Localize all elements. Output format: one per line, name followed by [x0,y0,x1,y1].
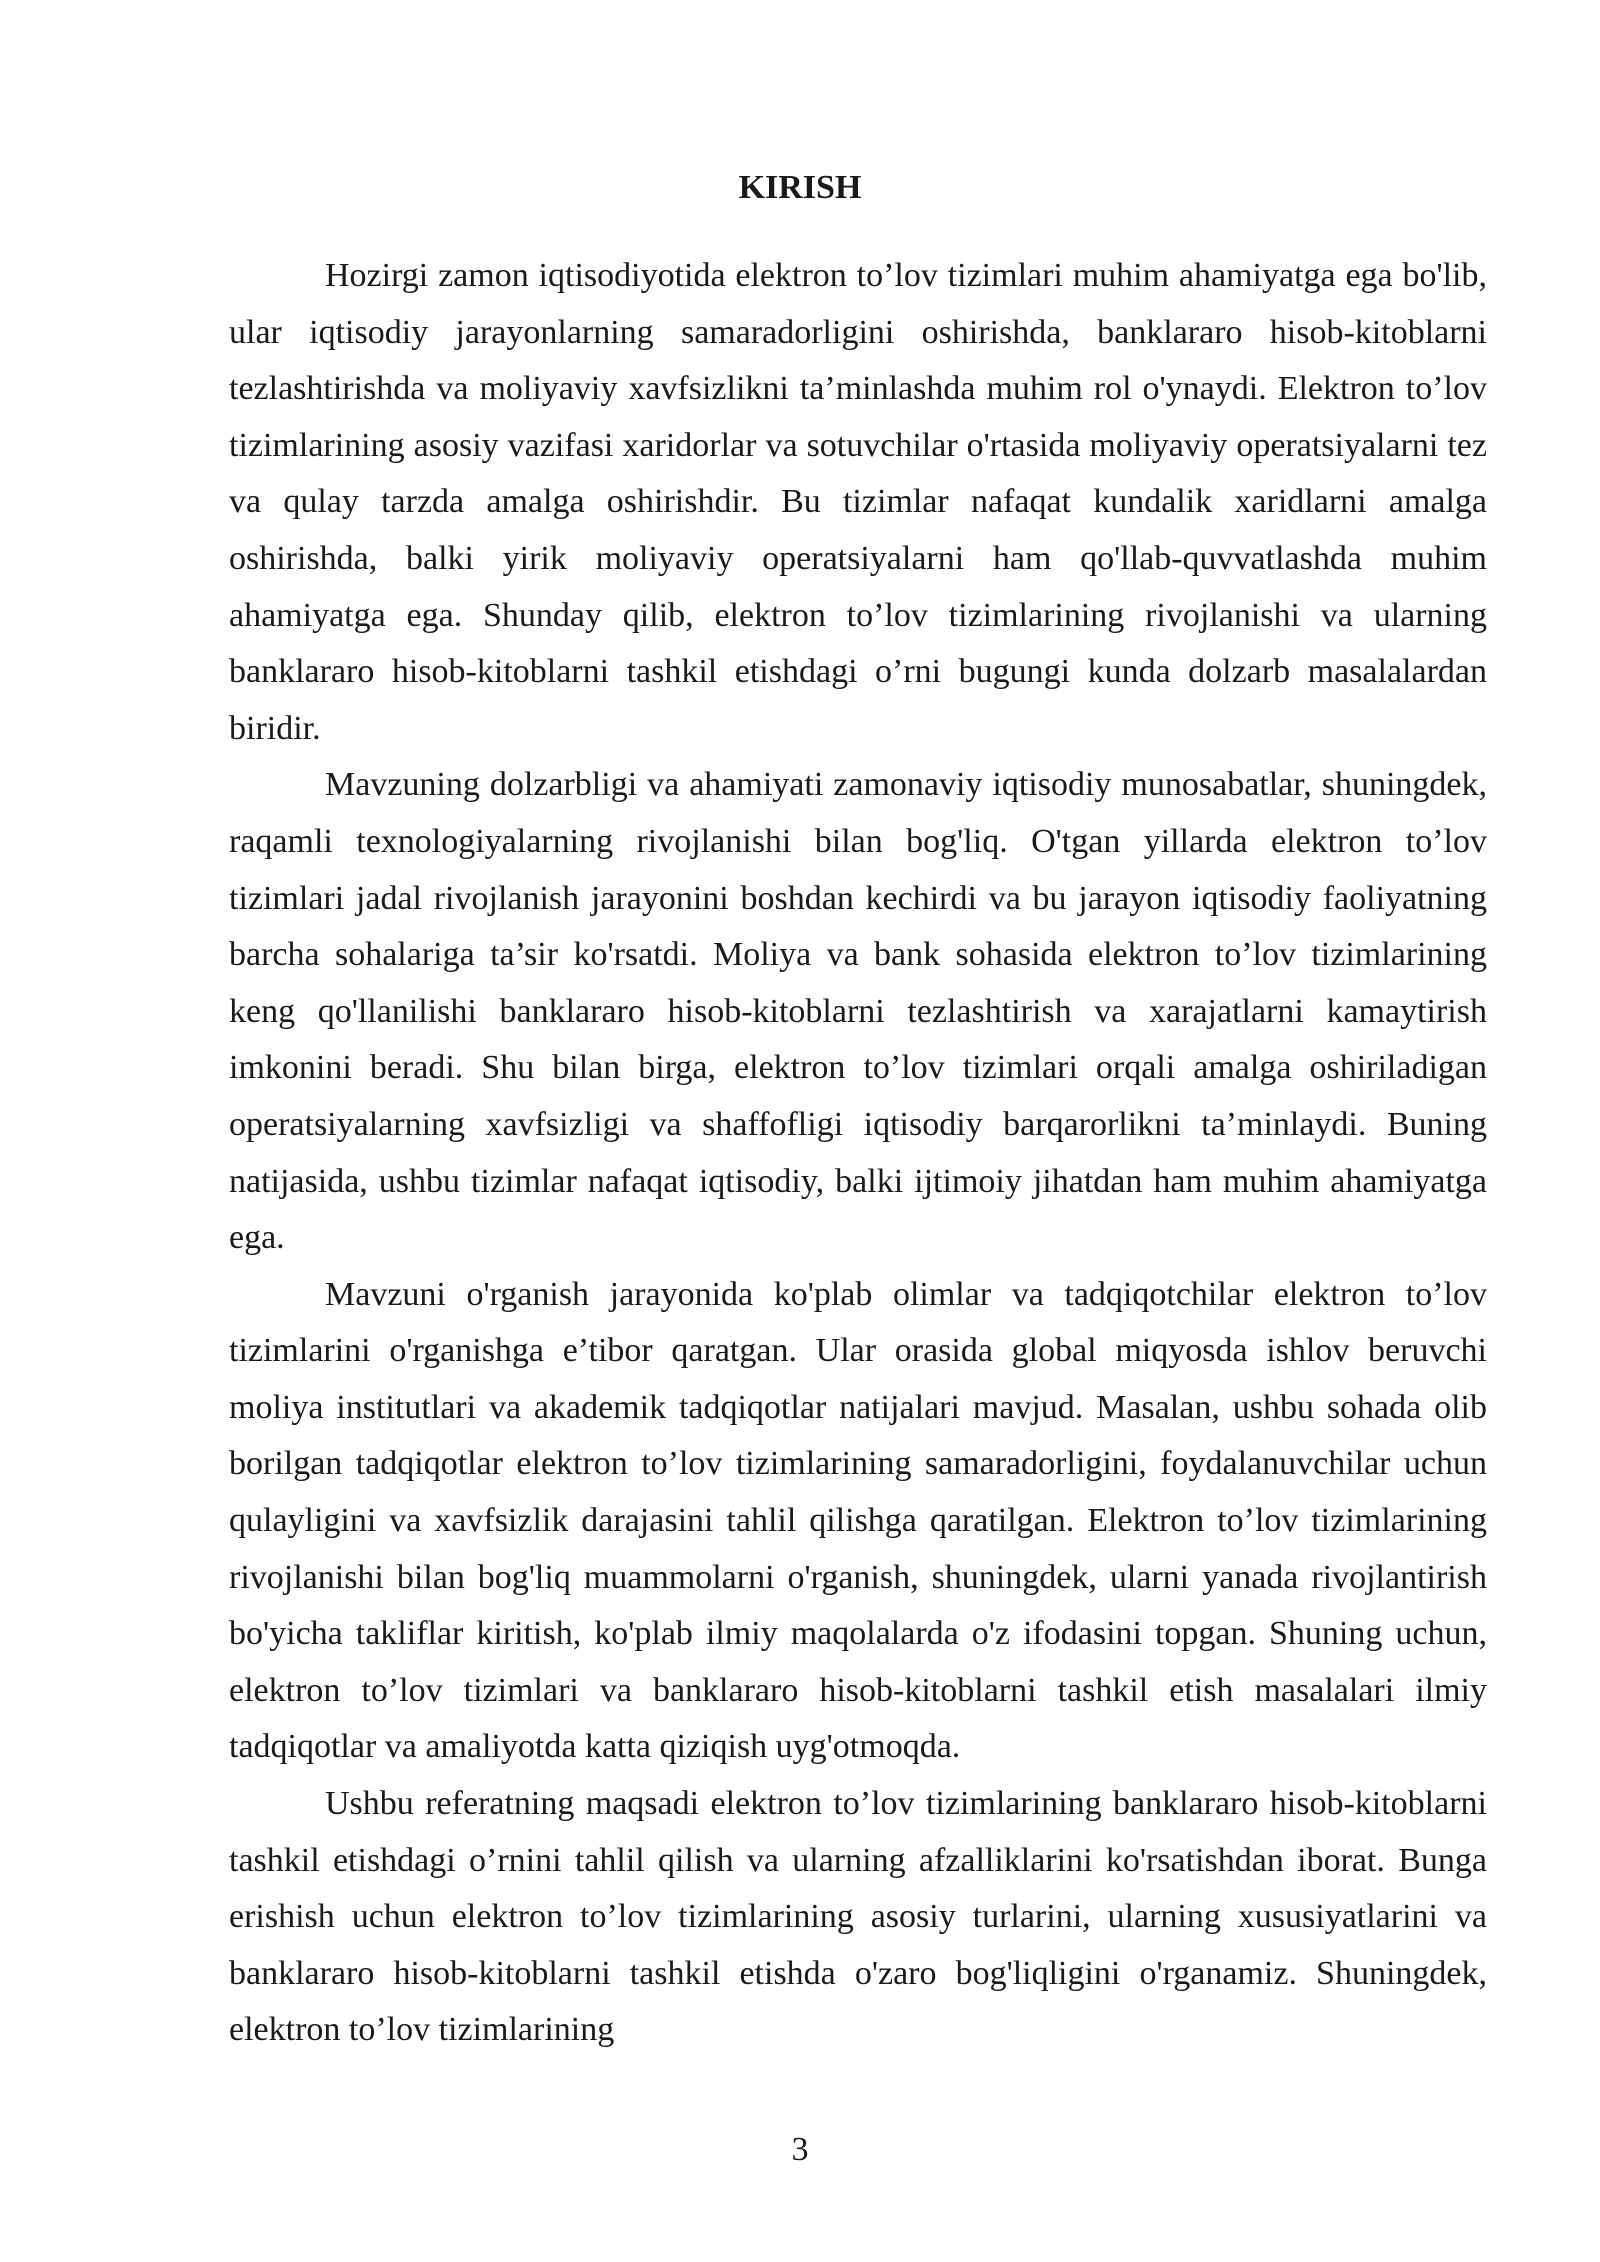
page-title: KIRISH [738,169,862,206]
page-number: 3 [791,2131,809,2168]
paragraph-1: Hozirgi zamon iqtisodiyotida elektron to’lov tizimlari muhim ahamiyatga ega bo'lib, ular iqtisodiy jarayonlarning samaradorligini oshirishda, banklararo hisob-kitoblarni tezlashtirishda va moliyaviy xavfsizlikni ta’minlashda muhim rol o'ynaydi. Elektron to’lov tizimlarining asosiy vazifasi xaridorlar va sotuvchilar o'rtasida moliyaviy operatsiyalarni tez va qulay tarzda amalga oshirishdir. Bu tizimlar nafaqat kundalik xaridlarni amalga oshirishda, balki yirik moliyaviy operatsiyalarni ham qo'llab-quvvatlashda muhim ahamiyatga ega. Shunday qilib, elektron to’lov tizimlarining rivojlanishi va ularning banklararo hisob-kitoblarni tashkil etishdagi o’rni bugungi kunda dolzarb masalalardan biridir. [229,257,1487,747]
body-text [229,248,1487,2059]
paragraph-3: Mavzuni o'rganish jarayonida ko'plab olimlar va tadqiqotchilar elektron to’lov tizimlarini o'rganishga e’tibor qaratgan. Ular orasida global miqyosda ishlov beruvchi moliya institutlari va akademik tadqiqotlar natijalari mavjud. Masalan, ushbu sohada olib borilgan tadqiqotlar elektron to’lov tizimlarining samaradorligini, foydalanuvchilar uchun qulayligini va xavfsizlik darajasini tahlil qilishga qaratilgan. Elektron to’lov tizimlarining rivojlanishi bilan bog'liq muammolarni o'rganish, shuningdek, ularni yanada rivojlantirish bo'yicha takliflar kiritish, ko'plab ilmiy maqolalarda o'z ifodasini topgan. Shuning uchun, elektron to’lov tizimlari va banklararo hisob-kitoblarni tashkil etish masalalari ilmiy tadqiqotlar va amaliyotda katta qiziqish uyg'otmoqda. [229,1275,1487,1766]
paragraph-2: Mavzuning dolzarbligi va ahamiyati zamonaviy iqtisodiy munosabatlar, shuningdek, raqamli texnologiyalarning rivojlanishi bilan bog'liq. O'tgan yillarda elektron to’lov tizimlari jadal rivojlanish jarayonini boshdan kechirdi va bu jarayon iqtisodiy faoliyatning barcha sohalariga ta’sir ko'rsatdi. Moliya va bank sohasida elektron to’lov tizimlarining keng qo'llanilishi banklararo hisob-kitoblarni tezlashtirish va xarajatlarni kamaytirish imkonini beradi. Shu bilan birga, elektron to’lov tizimlari orqali amalga oshiriladigan operatsiyalarning xavfsizligi va shaffofligi iqtisodiy barqarorlikni ta’minlaydi. Buning natijasida, ushbu tizimlar nafaqat iqtisodiy, balki ijtimoiy jihatdan ham muhim ahamiyatga ega. [229,766,1487,1257]
paragraph-4: Ushbu referatning maqsadi elektron to’lov tizimlarining banklararo hisob-kitoblarni tashkil etishdagi o’rnini tahlil qilish va ularning afzalliklarini ko'rsatishdan iborat. Bunga erishish uchun elektron to’lov tizimlarining asosiy turlarini, ularning xususiyatlarini va banklararo hisob-kitoblarni tashkil etishda o'zaro bog'liqligini o'rganamiz. Shuningdek, elektron to’lov tizimlarining [229,1785,1487,2049]
